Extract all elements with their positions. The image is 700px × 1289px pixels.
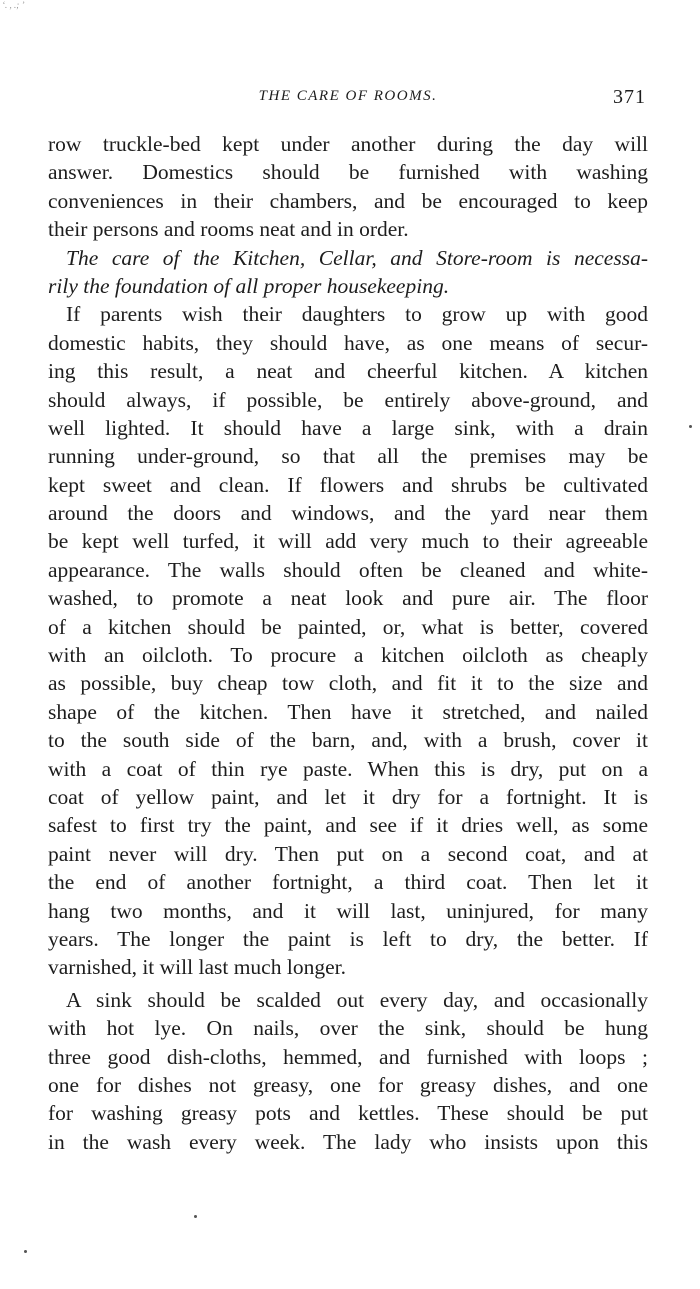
text-line: safest to first try the paint, and see if it dries well, as some bbox=[48, 813, 648, 838]
text-line: washed, to promote a neat look and pure air. The floor bbox=[48, 586, 648, 611]
corner-mark: ‘. , .; ’ bbox=[2, 0, 25, 10]
text-line: answer. Domestics should be furnished with washing bbox=[48, 160, 648, 185]
text-line: running under-ground, so that all the premises may be bbox=[48, 444, 648, 469]
text-line: be kept well turfed, it will add very much to their agreeable bbox=[48, 529, 648, 554]
page-number: 371 bbox=[613, 86, 646, 108]
text-line: for washing greasy pots and kettles. These should be put bbox=[48, 1101, 648, 1126]
text-line: A sink should be scalded out every day, and occasionally bbox=[66, 987, 648, 1012]
running-title: THE CARE OF ROOMS. bbox=[258, 88, 438, 104]
text-line: domestic habits, they should have, as one means of secur- bbox=[48, 330, 648, 355]
text-line: appearance. The walls should often be cleaned and white- bbox=[48, 557, 648, 582]
paragraph bbox=[48, 300, 648, 981]
running-head bbox=[48, 86, 648, 110]
text-line: If parents wish their daughters to grow up with good bbox=[66, 302, 648, 327]
text-line: of a kitchen should be painted, or, what is better, covered bbox=[48, 614, 648, 639]
body-text bbox=[48, 130, 648, 1156]
text-line: years. The longer the paint is left to dry, the better. If bbox=[48, 926, 648, 951]
text-line: shape of the kitchen. Then have it stretched, and nailed bbox=[48, 699, 648, 724]
text-line: well lighted. It should have a large sink, with a drain bbox=[48, 415, 648, 440]
paragraph bbox=[48, 130, 648, 244]
text-line: to the south side of the barn, and, with a brush, cover it bbox=[48, 728, 648, 753]
text-line: kept sweet and clean. If flowers and shrubs be cultivated bbox=[48, 472, 648, 497]
text-line: their persons and rooms neat and in order. bbox=[48, 217, 409, 242]
text-line: varnished, it will last much longer. bbox=[48, 955, 346, 980]
ink-speck bbox=[194, 1215, 197, 1218]
text-line: The care of the Kitchen, Cellar, and Store-room is necessa- bbox=[66, 245, 648, 270]
text-line: the end of another fortnight, a third coat. Then let it bbox=[48, 870, 648, 895]
text-line: one for dishes not greasy, one for greasy dishes, and one bbox=[48, 1072, 648, 1097]
text-line: as possible, buy cheap tow cloth, and fit it to the size and bbox=[48, 671, 648, 696]
paragraph bbox=[48, 986, 648, 1156]
text-line: around the doors and windows, and the yard near them bbox=[48, 501, 648, 526]
text-line: with hot lye. On nails, over the sink, should be hung bbox=[48, 1016, 648, 1041]
text-line: conveniences in their chambers, and be encouraged to keep bbox=[48, 188, 648, 213]
text-line: paint never will dry. Then put on a second coat, and at bbox=[48, 841, 648, 866]
ink-speck bbox=[689, 425, 692, 428]
text-line: row truckle-bed kept under another during the day will bbox=[48, 132, 648, 156]
text-line: should always, if possible, be entirely above-ground, and bbox=[48, 387, 648, 412]
ink-speck bbox=[24, 1250, 27, 1253]
text-line: ing this result, a neat and cheerful kitchen. A kitchen bbox=[48, 359, 648, 384]
text-line: rily the foundation of all proper housekeeping. bbox=[48, 273, 450, 298]
text-line: three good dish-cloths, hemmed, and furnished with loops ; bbox=[48, 1044, 648, 1069]
text-line: in the wash every week. The lady who insists upon this bbox=[48, 1129, 648, 1154]
text-line: with an oilcloth. To procure a kitchen oilcloth as cheaply bbox=[48, 643, 648, 668]
italic-paragraph bbox=[48, 244, 648, 301]
text-line: coat of yellow paint, and let it dry for a fortnight. It is bbox=[48, 784, 648, 809]
text-line: with a coat of thin rye paste. When this is dry, put on a bbox=[48, 756, 648, 781]
text-line: hang two months, and it will last, uninjured, for many bbox=[48, 898, 648, 923]
